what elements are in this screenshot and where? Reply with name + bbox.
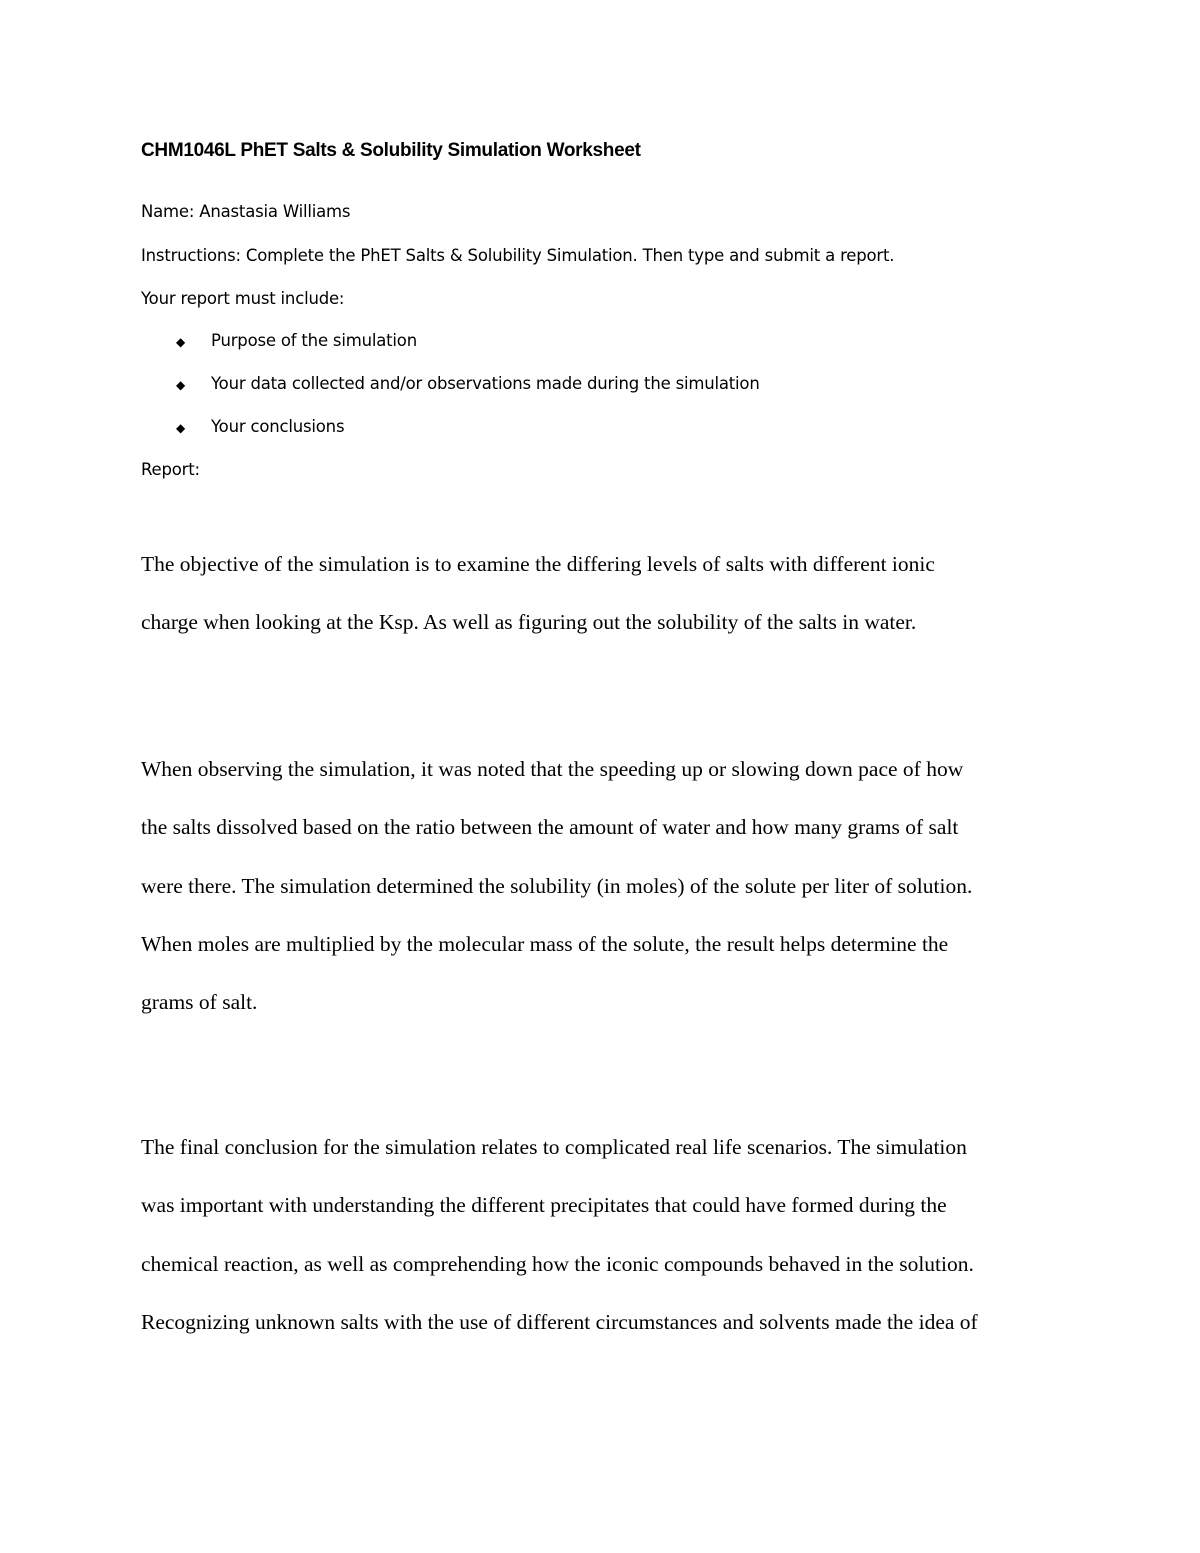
- paragraph-line: When observing the simulation, it was noted that the speeding up or slowing down pace of how: [141, 757, 964, 781]
- paragraph-line: grams of salt.: [141, 990, 258, 1015]
- conclusion-paragraph: [141, 1118, 1071, 1351]
- bullet-icon: ◆: [176, 335, 186, 349]
- report-label: Report:: [141, 460, 200, 479]
- paragraph-line: chemical reaction, as well as comprehending how the iconic compounds behaved in the solution.: [141, 1251, 974, 1276]
- paragraph-line: the salts dissolved based on the ratio between the amount of water and how many grams of salt: [141, 815, 959, 840]
- purpose-paragraph: [141, 535, 1071, 652]
- paragraph-line: When moles are multiplied by the molecular mass of the solute, the result helps determine the: [141, 931, 949, 956]
- paragraph-line: The final conclusion for the simulation relates to complicated real life scenarios. The simulation: [141, 1135, 967, 1159]
- instructions-text: Instructions: Complete the PhET Salts & Solubility Simulation. Then type and submit a report.: [141, 246, 895, 265]
- bullet-icon: ◆: [176, 378, 186, 392]
- paragraph-line: was important with understanding the different precipitates that could have formed during the: [141, 1193, 947, 1218]
- list-item: Your data collected and/or observations made during the simulation: [211, 374, 760, 393]
- worksheet-title: CHM1046L PhET Salts & Solubility Simulation Worksheet: [141, 140, 641, 161]
- paragraph-line: charge when looking at the Ksp. As well as figuring out the solubility of the salts in water.: [141, 610, 917, 635]
- observations-paragraph: [141, 740, 1071, 1031]
- list-item: Your conclusions: [211, 417, 345, 436]
- list-item: Purpose of the simulation: [211, 331, 417, 350]
- bullet-icon: ◆: [176, 421, 186, 435]
- paragraph-line: Recognizing unknown salts with the use of different circumstances and solvents made the idea of: [141, 1309, 978, 1334]
- report-requirements-heading: Your report must include:: [141, 289, 345, 308]
- paragraph-line: The objective of the simulation is to examine the differing levels of salts with different ionic: [141, 552, 935, 576]
- student-name: Name: Anastasia Williams: [141, 202, 351, 221]
- paragraph-line: were there. The simulation determined the solubility (in moles) of the solute per liter of solution.: [141, 873, 973, 898]
